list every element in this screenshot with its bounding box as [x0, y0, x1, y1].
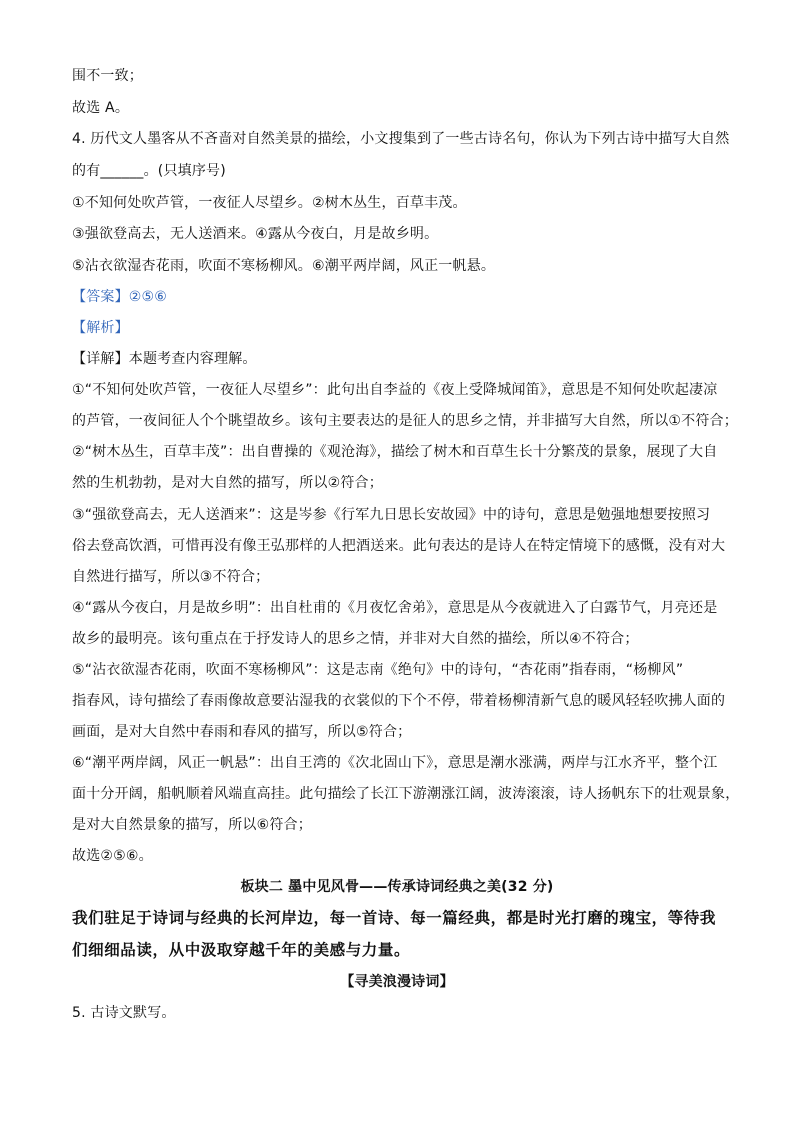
explanation-line: ④“露从今夜白，月是故乡明”：出自杜甫的《月夜忆舍弟》，意思是从今夜就进入了白露节气，月亮还是	[72, 600, 718, 616]
final-answer: 故选②⑤⑥。	[72, 848, 153, 864]
explanation-line: 故乡的最明亮。该句重点在于抒发诗人的思乡之情，并非对大自然的描绘，所以④不符合；	[72, 631, 639, 647]
explanation-line: ⑥“潮平两岸阔，风正一帆悬”：出自王湾的《次北固山下》，意思是潮水涨满，两岸与江水齐平，整个江	[72, 755, 718, 771]
answer-label: 【答案】②⑤⑥	[72, 289, 168, 305]
explanation-line: 的芦管，一夜间征人个个眺望故乡。该句主要表达的是征人的思乡之情，并非描写大自然，所以①不符合；	[72, 413, 738, 429]
question-5: 5. 古诗文默写。	[72, 1005, 176, 1021]
question-4-line-1: 4. 历代文人墨客从不吝啬对自然美景的描绘，小文搜集到了一些古诗名句，你认为下列古诗中描写大自然	[72, 131, 730, 147]
option-line: ③强欲登高去，无人送酒来。④露从今夜白，月是故乡明。	[72, 226, 439, 242]
option-line: ⑤沾衣欲湿杏花雨，吹面不寒杨柳风。⑥潮平两岸阔，风正一帆悬。	[72, 258, 496, 274]
section-intro: 我们驻足于诗词与经典的长河岸边，每一首诗、每一篇经典，都是时光打磨的瑰宝，等待我	[72, 909, 717, 927]
explanation-line: 俗去登高饮酒，可惜再没有像王弘那样的人把酒送来。此句表达的是诗人在特定情境下的感慨，没有对大	[72, 538, 726, 554]
analysis-label: 【解析】	[72, 320, 129, 336]
section-subtitle: 【寻美浪漫诗词】	[340, 974, 454, 990]
explanation-line: 画面，是对大自然中春雨和春风的描写，所以⑤符合；	[72, 724, 412, 740]
explanation-line: 指春风，诗句描绘了春雨像故意要沾湿我的衣裳似的下个不停，带着杨柳清新气息的暖风轻轻吹拂人面的	[72, 693, 726, 709]
explanation-line: ③“强欲登高去，无人送酒来”：这是岑参《行军九日思长安故园》中的诗句，意思是勉强地想要按照习	[72, 507, 711, 523]
detail-heading: 【详解】本题考查内容理解。	[72, 351, 257, 367]
explanation-line: ①“不知何处吹芦管，一夜征人尽望乡”：此句出自李益的《夜上受降城闻笛》，意思是不知何处吹起凄凉	[72, 382, 718, 398]
question-4-line-2: 的有______。(只填序号)	[72, 163, 226, 179]
section-title: 板块二 墨中见风骨——传承诗词经典之美(32 分)	[240, 879, 554, 895]
explanation-line: 面十分开阔，船帆顺着风端直高挂。此句描绘了长江下游潮涨江阔，波涛滚滚，诗人扬帆东下的壮观景象，	[72, 786, 740, 802]
text-line: 故选 A。	[72, 100, 130, 116]
explanation-line: 自然进行描写，所以③不符合；	[72, 569, 270, 585]
text-line: 围不一致；	[72, 68, 143, 84]
explanation-line: 是对大自然景象的描写，所以⑥符合；	[72, 817, 312, 833]
explanation-line: 然的生机勃勃，是对大自然的描写，所以②符合；	[72, 475, 383, 491]
option-line: ①不知何处吹芦管，一夜征人尽望乡。②树木丛生，百草丰茂。	[72, 195, 467, 211]
explanation-line: ②“树木丛生，百草丰茂”：出自曹操的《观沧海》，描绘了树木和百草生长十分繁茂的景象，展现了大自	[72, 444, 718, 460]
section-intro: 们细细品读，从中汲取穿越千年的美感与力量。	[72, 941, 411, 959]
explanation-line: ⑤“沾衣欲湿杏花雨，吹面不寒杨柳风”：这是志南《绝句》中的诗句，“杏花雨”指春雨，“杨柳风”	[72, 662, 684, 678]
